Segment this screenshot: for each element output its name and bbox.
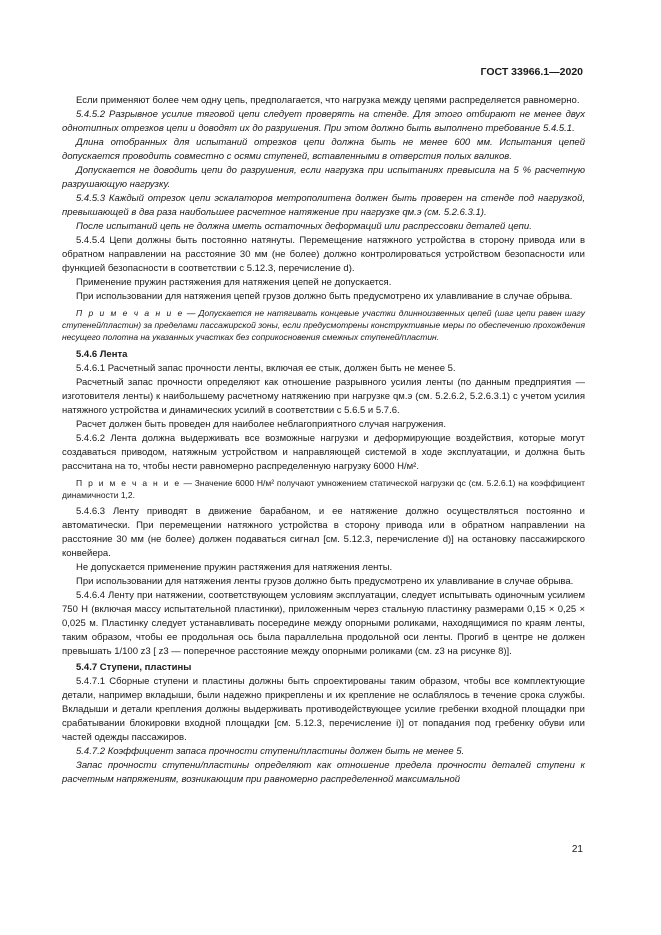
note-label: П р и м е ч а н и е	[76, 477, 181, 488]
note-paragraph	[62, 307, 585, 344]
body-paragraph: Не допускается применение пружин растяжения для натяжения ленты.	[76, 562, 393, 574]
body-paragraph: Длина отобранных для испытаний отрезков цепи должна быть не менее 600 мм. Испытания цепей допускается проводить совместно с осями ступеней, вставленными в отверстия полых валиков.	[62, 137, 585, 162]
body-paragraph: Запас прочности ступени/пластины определяют как отношение предела прочности деталей ступени к расчетным напряжениям, возникающим при равномерно распределенной максимальной	[62, 760, 585, 786]
note-text: — Допускается не натягивать концевые участки длинноизвенных цепей (шаг цепи равен шагу ступеней/пластин) за пределами пассажирской зоны, если предусмотрены конструктивные меры по обеспечению прохождения несущего полотна на указанных участках без соприкосновения смежных ступеней/пластин.	[62, 308, 585, 343]
body-paragraph: 5.4.5.2 Разрывное усилие тяговой цепи следует проверять на стенде. Для этого отбирают не менее двух однотипных отрезков цепи и доводят их до разрушения. При этом должно быть выполнено требование 5.4.5.1.	[62, 109, 585, 134]
document-body	[62, 94, 585, 787]
body-paragraph: При использовании для натяжения ленты грузов должно быть предусмотрено их улавливание в случае обрыва.	[76, 576, 574, 588]
body-paragraph: 5.4.7.1 Сборные ступени и пластины должны быть спроектированы таким образом, чтобы все комплектующие детали, например вкладыши, были надежно прикреплены и их крепление не ослаблялось в течение срока службы. Вкладыши и детали крепления должны выдерживать противодействующее усилие гребенки входной площадки при срабатывании блокировки входной площадки [см. 5.12.3, перечисление i)] от попадания под гребенку обуви или частей одежды пассажиров.	[62, 676, 585, 744]
note-paragraph	[62, 477, 585, 501]
body-paragraph: 5.4.6.1 Расчетный запас прочности ленты, включая ее стык, должен быть не менее 5.	[76, 362, 456, 374]
section-heading: 5.4.6 Лента	[76, 348, 128, 360]
note-label: П р и м е ч а н и е	[76, 308, 184, 318]
body-paragraph: 5.4.6.3 Ленту приводят в движение барабаном, и ее натяжение должно осуществляться постоянно и автоматически. При перемещении натяжного устройства в сторону привода или в обратном направлении на расстояние 30 мм (не более) должен подаваться сигнал [см. 5.12.3, перечисление d)] на остановку пассажирского конвейера.	[62, 506, 585, 560]
body-paragraph: 5.4.6.4 Ленту при натяжении, соответствующем условиям эксплуатации, следует испытывать одиночным усилием 750 Н (включая массу испытательной пластинки), приложенным через стальную пластинку размерами 0,15 × 0,25 × 0,025 м. Пластинку следует устанавливать посередине между опорными роликами, находящимися по краям ленты, таким образом, чтобы ее продольная ось была параллельна продольной оси ленты. Прогиб в центре не должен превышать 1/100 z3 [ z3 — поперечное расстояние между опорными роликами (см. z3 на рисунке 8)].	[62, 590, 585, 658]
page-number: 21	[571, 844, 583, 855]
note-text: — Значение 6000 Н/м² получают умножением статической нагрузки qс (см. 5.2.6.1) на коэффициент динамичности 1,2.	[62, 477, 585, 500]
body-paragraph: Если применяют более чем одну цепь, предполагается, что нагрузка между цепями распределяется равномерно.	[76, 95, 580, 106]
body-paragraph: После испытаний цепь не должна иметь остаточных деформаций или распрессовки деталей цепи.	[76, 221, 532, 232]
body-paragraph: 5.4.7.2 Коэффициент запаса прочности ступени/пластины должен быть не менее 5.	[76, 746, 465, 758]
body-paragraph: Применение пружин растяжения для натяжения цепей не допускается.	[76, 277, 392, 288]
body-paragraph: При использовании для натяжения цепей грузов должно быть предусмотрено их улавливание в случае обрыва.	[76, 291, 573, 302]
body-paragraph: Допускается не доводить цепи до разрушения, если нагрузка при испытаниях превысила на 5 % расчетную разрушающую нагрузку.	[62, 165, 585, 190]
body-paragraph: Расчет должен быть проведен для наиболее неблагоприятного случая нагружения.	[76, 418, 446, 430]
section-heading: 5.4.7 Ступени, пластины	[76, 662, 192, 674]
body-paragraph: 5.4.6.2 Лента должна выдерживать все возможные нагрузки и деформирующие воздействия, которые могут создаваться приводом, натяжным устройством и направляющей системой в ходе эксплуатации, и должна быть рассчитана на то, чтобы нести равномерно распределенную нагрузку 6000 Н/м².	[62, 432, 585, 472]
body-paragraph: 5.4.5.4 Цепи должны быть постоянно натянуты. Перемещение натяжного устройства в сторону привода или в обратном направлении на расстояние 30 мм (не более) должно контролироваться устройством безопасности или функцией безопасности в соответствии с 5.12.3, перечисление d).	[62, 235, 585, 274]
body-paragraph: 5.4.5.3 Каждый отрезок цепи эскалаторов метрополитена должен быть проверен на стенде под нагрузкой, превышающей в два раза наибольшее расчетное натяжение при нагрузке qм.э (см. 5.2.6.3.1).	[62, 193, 585, 218]
body-paragraph: Расчетный запас прочности определяют как отношение разрывного усилия ленты (по данным предприятия — изготовителя ленты) к наибольшему расчетному натяжению при нагрузке qм.э (см. 5.2.6.2, 5.2.6.3.1) с учетом усилия натяжного устройства и динамических усилий в соответствии с 5.6.5 и 5.7.6.	[62, 376, 585, 416]
standard-header: ГОСТ 33966.1—2020	[480, 66, 583, 78]
